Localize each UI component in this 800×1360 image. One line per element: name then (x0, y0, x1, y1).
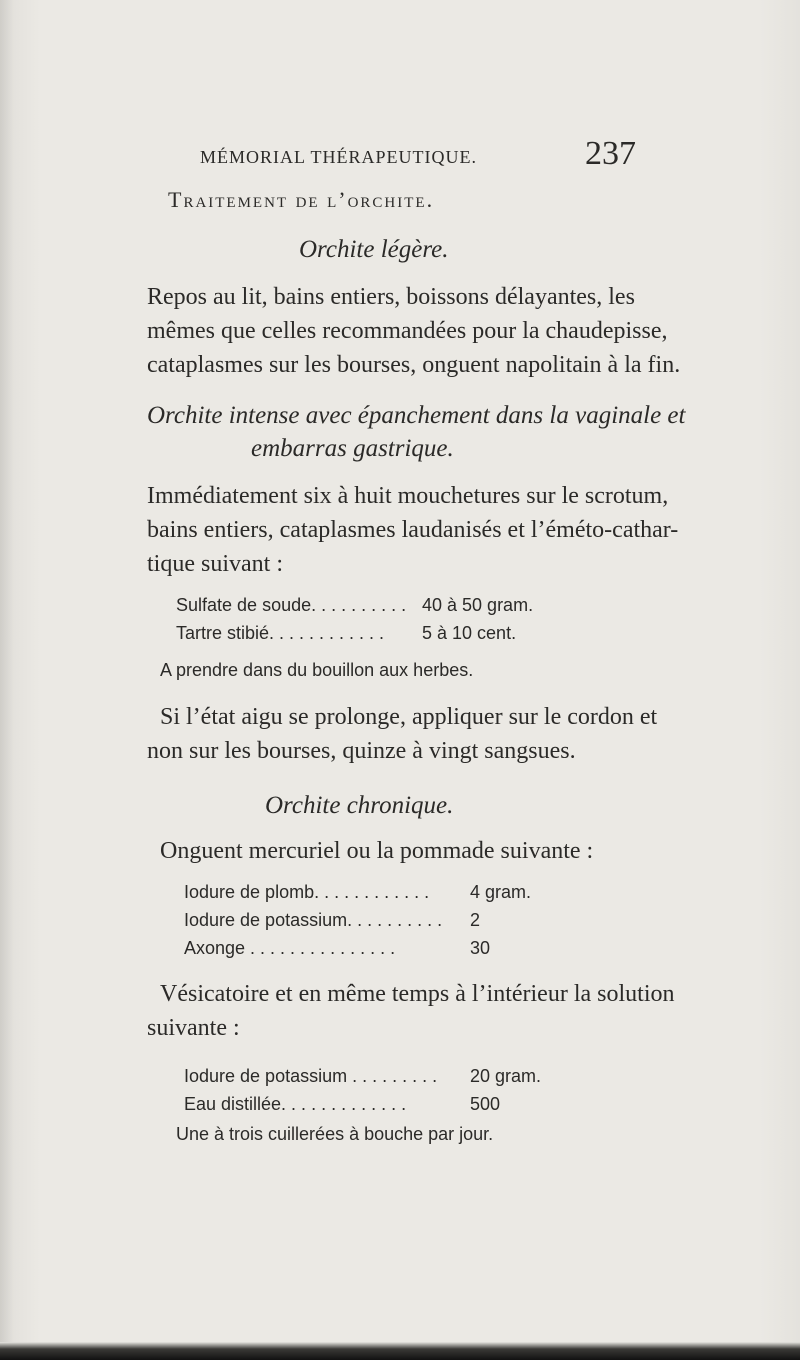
subsection-title-intense: Orchite intense avec épanchement dans la vaginale et (147, 402, 686, 429)
recipe-row (176, 595, 533, 623)
paragraph-line: Onguent mercuriel ou la pommade suivante : (160, 838, 594, 864)
recipe-row (184, 938, 531, 966)
page-bottom-shadow (0, 1342, 800, 1360)
page-number: 237 (585, 135, 636, 172)
ingredient-quantity: 500 (470, 1094, 501, 1114)
ingredient-quantity: 30 (470, 938, 491, 958)
recipe-row (184, 1094, 541, 1122)
ingredient-quantity: 20 gram. (470, 1066, 542, 1086)
section-title: Traitement de l’orchite. (168, 187, 435, 212)
recipe-table (184, 882, 531, 966)
recipe-note: A prendre dans du bouillon aux herbes. (160, 660, 474, 680)
paragraph-line: Vésicatoire et en même temps à l’intérieur la solution (160, 981, 675, 1007)
ingredient-name: Iodure de potassium. . . . . . . . . . (184, 910, 443, 930)
ingredient-name: Sulfate de soude. . . . . . . . . . (176, 595, 407, 615)
paragraph-line: Si l’état aigu se prolonge, appliquer sur le cordon et (160, 704, 658, 730)
paragraph-line: cataplasmes sur les bourses, onguent napolitain à la fin. (147, 352, 681, 378)
ingredient-name: Iodure de plomb. . . . . . . . . . . . (184, 882, 430, 902)
recipe-row (184, 882, 531, 910)
paragraph-line: non sur les bourses, quinze à vingt sangsues. (147, 738, 576, 764)
ingredient-quantity: 40 à 50 gram. (422, 595, 534, 615)
recipe-table (184, 1066, 541, 1122)
recipe-row (184, 1066, 541, 1094)
ingredient-name: Eau distillée. . . . . . . . . . . . . (184, 1094, 407, 1114)
ingredient-name: Iodure de potassium . . . . . . . . . (184, 1066, 438, 1086)
recipe-row (184, 910, 531, 938)
recipe-table (176, 595, 533, 651)
subsection-title-legere: Orchite légère. (299, 236, 449, 263)
page-header (0, 135, 800, 175)
subsection-title-chronique: Orchite chronique. (265, 792, 454, 819)
paragraph-line: mêmes que celles recommandées pour la chaudepisse, (147, 318, 668, 344)
paragraph-line: Immédiatement six à huit mouchetures sur le scrotum, (147, 483, 669, 509)
ingredient-name: Axonge . . . . . . . . . . . . . . . (184, 938, 396, 958)
ingredient-quantity: 5 à 10 cent. (422, 623, 517, 643)
recipe-note: Une à trois cuillerées à bouche par jour. (176, 1124, 494, 1144)
running-title: MÉMORIAL THÉRAPEUTIQUE. (200, 147, 477, 167)
paragraph-line: Repos au lit, bains entiers, boissons délayantes, les (147, 284, 635, 310)
paragraph-line: bains entiers, cataplasmes laudanisés et l’éméto-cathar- (147, 517, 679, 543)
ingredient-quantity: 4 gram. (470, 882, 532, 902)
paragraph-line: tique suivant : (147, 551, 283, 577)
paragraph-line: suivante : (147, 1015, 240, 1041)
subsection-title-intense-cont: embarras gastrique. (251, 435, 454, 462)
ingredient-quantity: 2 (470, 910, 481, 930)
recipe-row (176, 623, 533, 651)
ingredient-name: Tartre stibié. . . . . . . . . . . . (176, 623, 385, 643)
